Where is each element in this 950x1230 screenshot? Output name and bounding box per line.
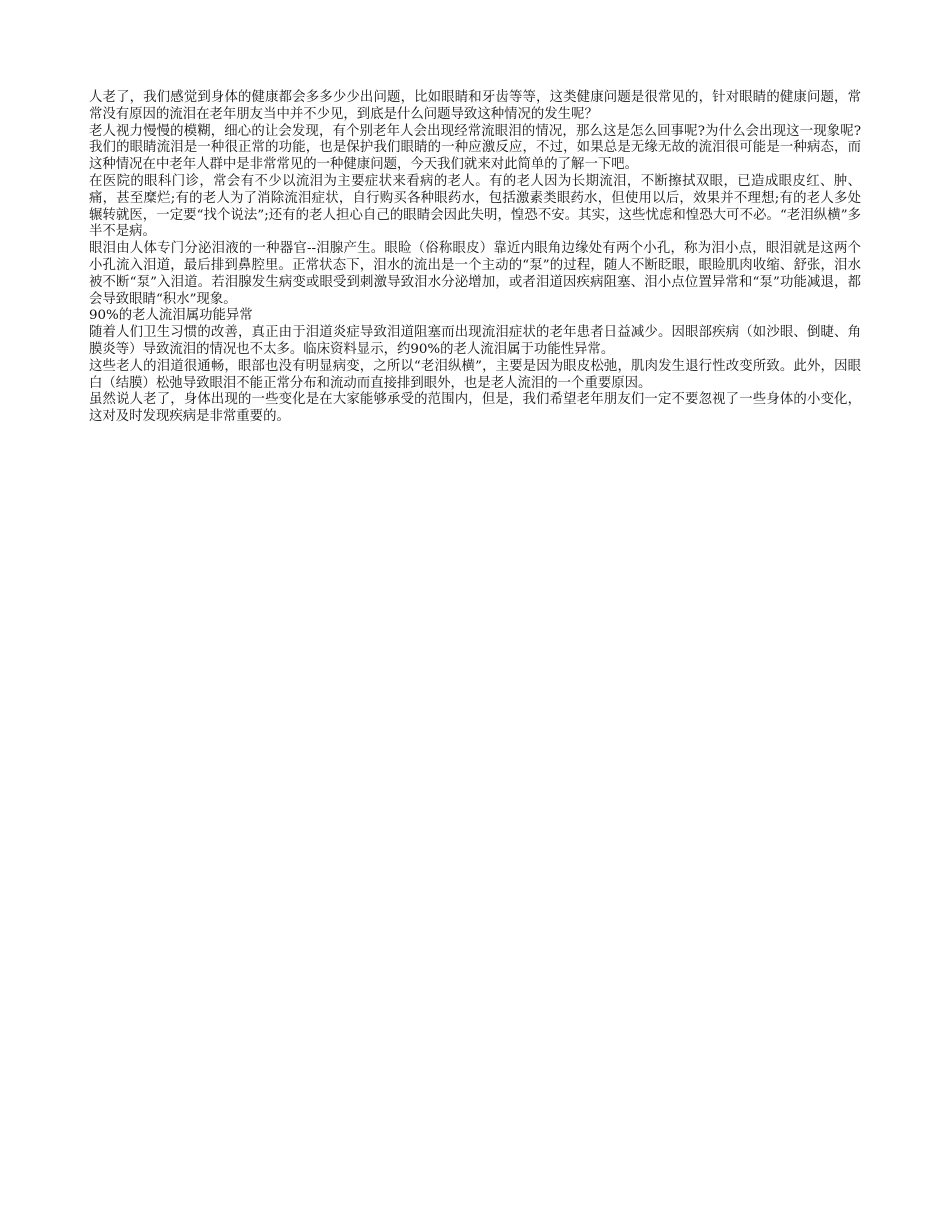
paragraph-cause: 这些老人的泪道很通畅，眼部也没有明显病变，之所以“老泪纵横”，主要是因为眼皮松弛，肌肉发生退行性改变所致。此外，因眼白（结膜）松弛导致眼泪不能正常分布和流动而直接排到眼外，也是老人流泪的一个重要原因。 bbox=[89, 358, 861, 391]
article-body bbox=[89, 90, 861, 426]
paragraph-tear-mechanism: 眼泪由人体专门分泌泪液的一种器官--泪腺产生。眼睑（俗称眼皮）靠近内眼角边缘处有两个小孔，称为泪小点，眼泪就是这两个小孔流入泪道，最后排到鼻腔里。正常状态下，泪水的流出是一个主动的“泵”的过程，随人不断眨眼，眼睑肌肉收缩、舒张，泪水被不断“泵”入泪道。若泪腺发生病变或眼受到刺激导致泪水分泌增加，或者泪道因疾病阻塞、泪小点位置异常和“泵”功能减退，都会导致眼睛“积水”现象。 bbox=[89, 241, 861, 307]
section-heading: 90%的老人流泪属功能异常 bbox=[89, 308, 253, 324]
paragraph-intro: 人老了，我们感觉到身体的健康都会多多少少出问题，比如眼睛和牙齿等等，这类健康问题是很常见的，针对眼睛的健康问题，常常没有原因的流泪在老年朋友当中并不少见，到底是什么问题导致这种情况的发生呢？ bbox=[89, 90, 861, 122]
paragraph-vision: 老人视力慢慢的模糊，细心的让会发现，有个别老年人会出现经常流眼泪的情况，那么这是怎么回事呢?为什么会出现这一现象呢?我们的眼睛流泪是一种很正常的功能，也是保护我们眼睛的一种应激反应，不过，如果总是无缘无故的流泪很可能是一种病态，而这种情况在中老年人群中是非常常见的一种健康问题，今天我们就来对此简单的了解一下吧。 bbox=[89, 123, 861, 173]
paragraph-clinic: 在医院的眼科门诊，常会有不少以流泪为主要症状来看病的老人。有的老人因为长期流泪，不断擦拭双眼，已造成眼皮红、肿、痛，甚至糜烂;有的老人为了消除流泪症状，自行购买各种眼药水，包括激素类眼药水，但使用以后，效果并不理想;有的老人多处辗转就医，一定要“找个说法”;还有的老人担心自己的眼睛会因此失明，惶恐不安。其实，这些忧虑和惶恐大可不必。“老泪纵横”多半不是病。 bbox=[89, 173, 861, 240]
paragraph-conclusion: 虽然说人老了，身体出现的一些变化是在大家能够承受的范围内，但是，我们希望老年朋友们一定不要忽视了一些身体的小变化，这对及时发现疾病是非常重要的。 bbox=[89, 392, 861, 425]
paragraph-hygiene: 随着人们卫生习惯的改善，真正由于泪道炎症导致泪道阻塞而出现流泪症状的老年患者日益减少。因眼部疾病（如沙眼、倒睫、角膜炎等）导致流泪的情况也不太多。临床资料显示，约90%的老人流泪属于功能性异常。 bbox=[89, 325, 861, 357]
